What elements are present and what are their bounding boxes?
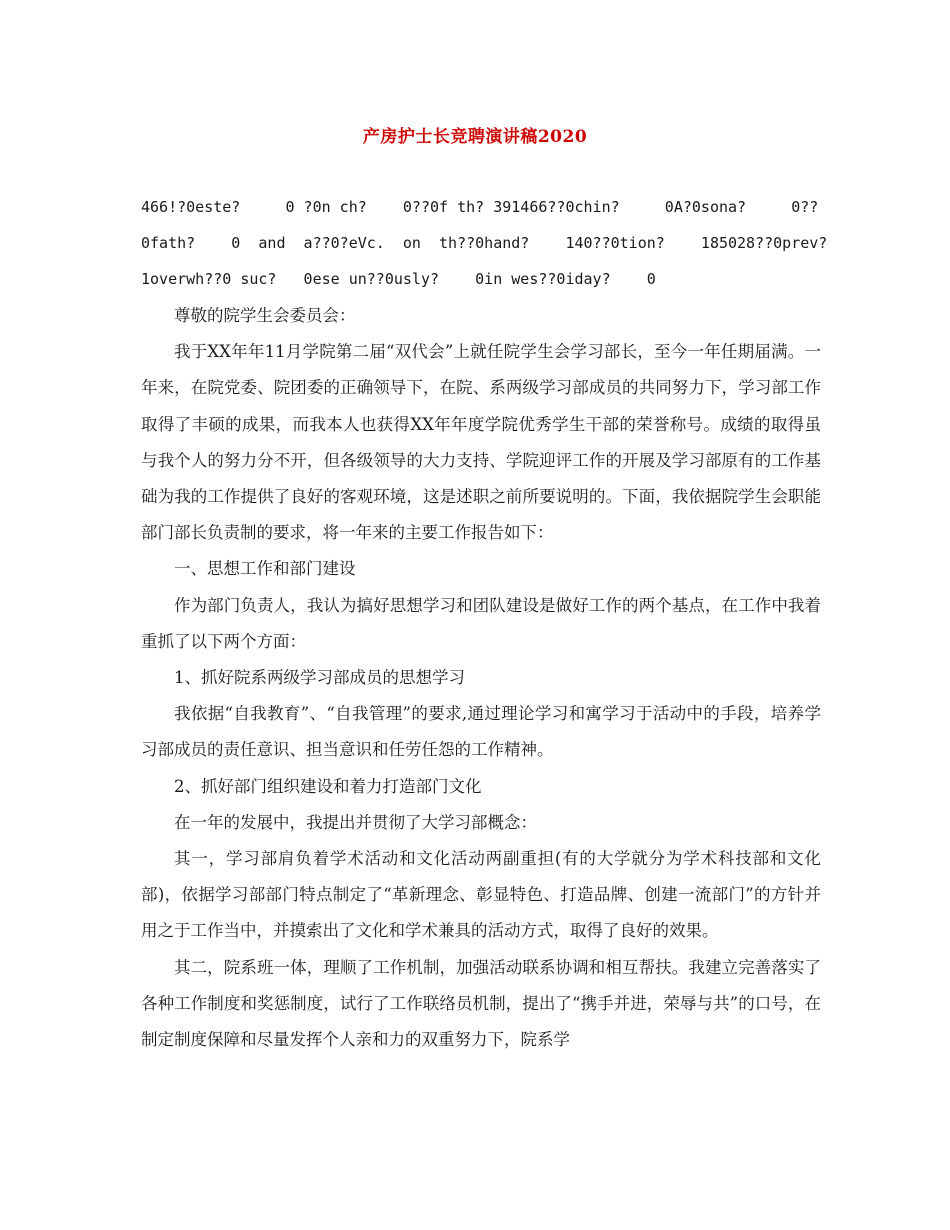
document-body: [141, 298, 821, 1058]
garbled-text-line: 0fath? 0 and a??0?eVc. on th??0hand? 140??0tion? 185028??0prev?: [141, 234, 828, 252]
subsection-heading: 1、抓好院系两级学习部成员的思想学习: [174, 668, 465, 688]
body-paragraph: 在一年的发展中，我提出并贯彻了大学习部概念：: [174, 812, 537, 832]
body-paragraph: 作为部门负责人，我认为搞好思想学习和团队建设是做好工作的两个基点，在工作中我着重抓了以下两个方面：: [141, 595, 821, 651]
subsection-heading: 2、抓好部门组织建设和着力打造部门文化: [174, 776, 482, 796]
body-paragraph: 我依据“自我教育”、“自我管理”的要求,通过理论学习和寓学习于活动中的手段，培养学习部成员的责任意识、担当意识和任劳任怨的工作精神。: [141, 704, 821, 760]
body-paragraph: 其二，院系班一体，理顺了工作机制，加强活动联系协调和相互帮扶。我建立完善落实了各种工作制度和奖惩制度，试行了工作联络员机制，提出了“携手并进，荣辱与共”的口号，在制定制度保障和尽量发挥个人亲和力的双重努力下，院系学: [141, 957, 821, 1050]
salutation: 尊敬的院学生会委员会：: [174, 306, 356, 325]
garbled-text-line: 466!?0este? 0 ?0n ch? 0??0f th? 391466??0chin? 0A?0sona? 0??: [141, 198, 819, 216]
garbled-text-line: 1overwh??0 suc? 0ese un??0usly? 0in wes??0iday? 0: [141, 270, 656, 288]
body-paragraph: 其一，学习部肩负着学术活动和文化活动两副重担(有的大学就分为学术科技部和文化部)，依据学习部部门特点制定了“革新理念、彰显特色、打造品牌、创建一流部门”的方针并用之于工作当中，并摸索出了文化和学术兼具的活动方式，取得了良好的效果。: [141, 849, 821, 941]
section-heading: 一、思想工作和部门建设: [174, 559, 356, 579]
body-paragraph: 我于XX年年11月学院第二届“双代会”上就任院学生会学习部长，至今一年任期届满。一年来，在院党委、院团委的正确领导下，在院、系两级学习部成员的共同努力下，学习部工作取得了丰硕的成果，而我本人也获得XX年年度学院优秀学生干部的荣誉称号。成绩的取得虽与我个人的努力分不开，但各级领导的大力支持、学院迎评工作的开展及学习部原有的工作基础为我的工作提供了良好的客观环境，这是述职之前所要说明的。下面，我依据院学生会职能部门部长负责制的要求，将一年来的主要工作报告如下：: [141, 342, 821, 543]
document-title: 产房护士长竞聘演讲稿2020: [362, 127, 588, 147]
